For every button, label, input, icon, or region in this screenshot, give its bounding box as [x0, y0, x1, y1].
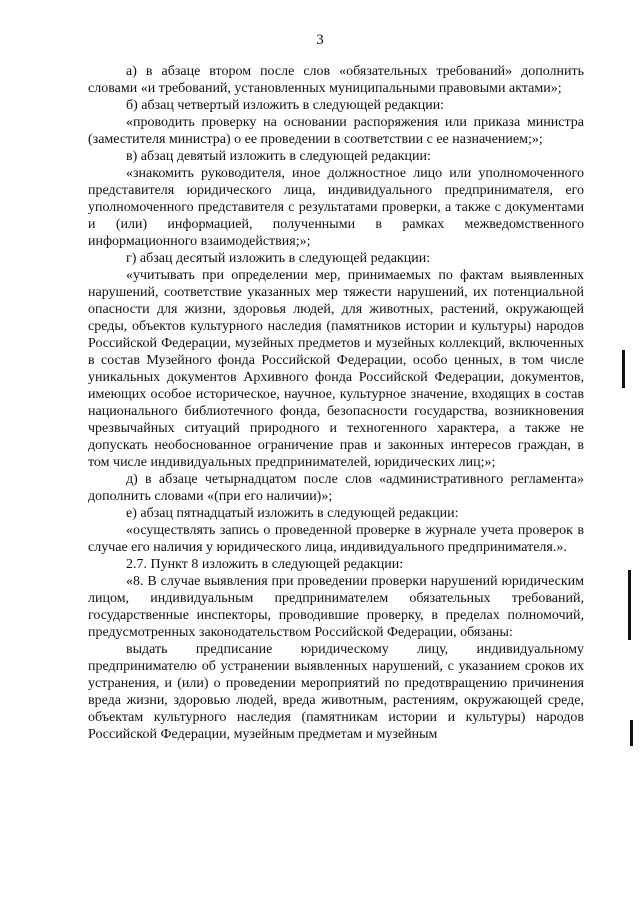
- paragraph-item-8: «8. В случае выявления при проведении проверки нарушений юридическим лицом, индивидуальным предпринимателем обязательных требований, государственные инспекторы, проводившие проверку, в пределах полномочий, предусмотренных законодательством Российской Федерации, обязаны:: [88, 574, 584, 640]
- paragraph-g: г) абзац десятый изложить в следующей редакции:: [126, 251, 431, 266]
- scan-edge-mark: [630, 720, 633, 746]
- paragraph-b: б) абзац четвертый изложить в следующей редакции:: [126, 98, 445, 113]
- scan-edge-mark: [622, 350, 625, 388]
- paragraph-v-quote: «знакомить руководителя, иное должностное лицо или уполномоченного представителя юридического лица, индивидуального предпринимателя, его уполномоченного представителя с результатами проверки, а также с документами и (или) информацией, полученными в рамках межведомственного информационного взаимодействия;»;: [88, 166, 584, 249]
- paragraph-e: е) абзац пятнадцатый изложить в следующей редакции:: [126, 506, 459, 521]
- paragraph-2-7: 2.7. Пункт 8 изложить в следующей редакции:: [126, 557, 404, 572]
- page-number: 3: [316, 32, 324, 48]
- paragraph-v: в) абзац девятый изложить в следующей редакции:: [126, 149, 431, 164]
- paragraph-d: д) в абзаце четырнадцатом после слов «административного регламента» дополнить словами «(при его наличии)»;: [88, 472, 584, 504]
- paragraph-a: а) в абзаце втором после слов «обязательных требований» дополнить словами «и требований, установленных муниципальными правовыми актами»;: [88, 64, 584, 96]
- paragraph-item-8-action: выдать предписание юридическому лицу, индивидуальному предпринимателю об устранении выявленных нарушений, с указанием сроков их устранения, и (или) о проведении мероприятий по предотвращению причинения вреда жизни, здоровью людей, вреда животным, растениям, окружающей среде, объектам культурного наследия (памятникам истории и культуры) народов Российской Федерации, музейным предметам и музейным: [88, 642, 584, 742]
- paragraph-e-quote: «осуществлять запись о проведенной проверке в журнале учета проверок в случае его наличия у юридического лица, индивидуального предпринимателя.».: [88, 523, 584, 555]
- paragraph-g-quote: «учитывать при определении мер, принимаемых по фактам выявленных нарушений, соответствие указанных мер тяжести нарушений, их потенциальной опасности для жизни, здоровья людей, для животных, растений, окружающей среды, объектов культурного наследия (памятников истории и культуры) народов Российской Федерации, музейных предметов и музейных коллекций, включенных в состав Музейного фонда Российской Федерации, особо ценных, в том числе уникальных документов Архивного фонда Российской Федерации, документов, имеющих особое историческое, научное, культурное значение, входящих в состав национального библиотечного фонда, безопасности государства, возникновения чрезвычайных ситуаций природного и техногенного характера, а также не допускать необоснованное ограничение прав и законных интересов граждан, в том числе индивидуальных предпринимателей, юридических лиц;»;: [88, 268, 584, 470]
- scan-edge-mark: [628, 570, 631, 640]
- paragraph-b-quote: «проводить проверку на основании распоряжения или приказа министра (заместителя министра) о ее проведении в соответствии с ее назначением;»;: [88, 115, 584, 147]
- document-body: [88, 63, 584, 743]
